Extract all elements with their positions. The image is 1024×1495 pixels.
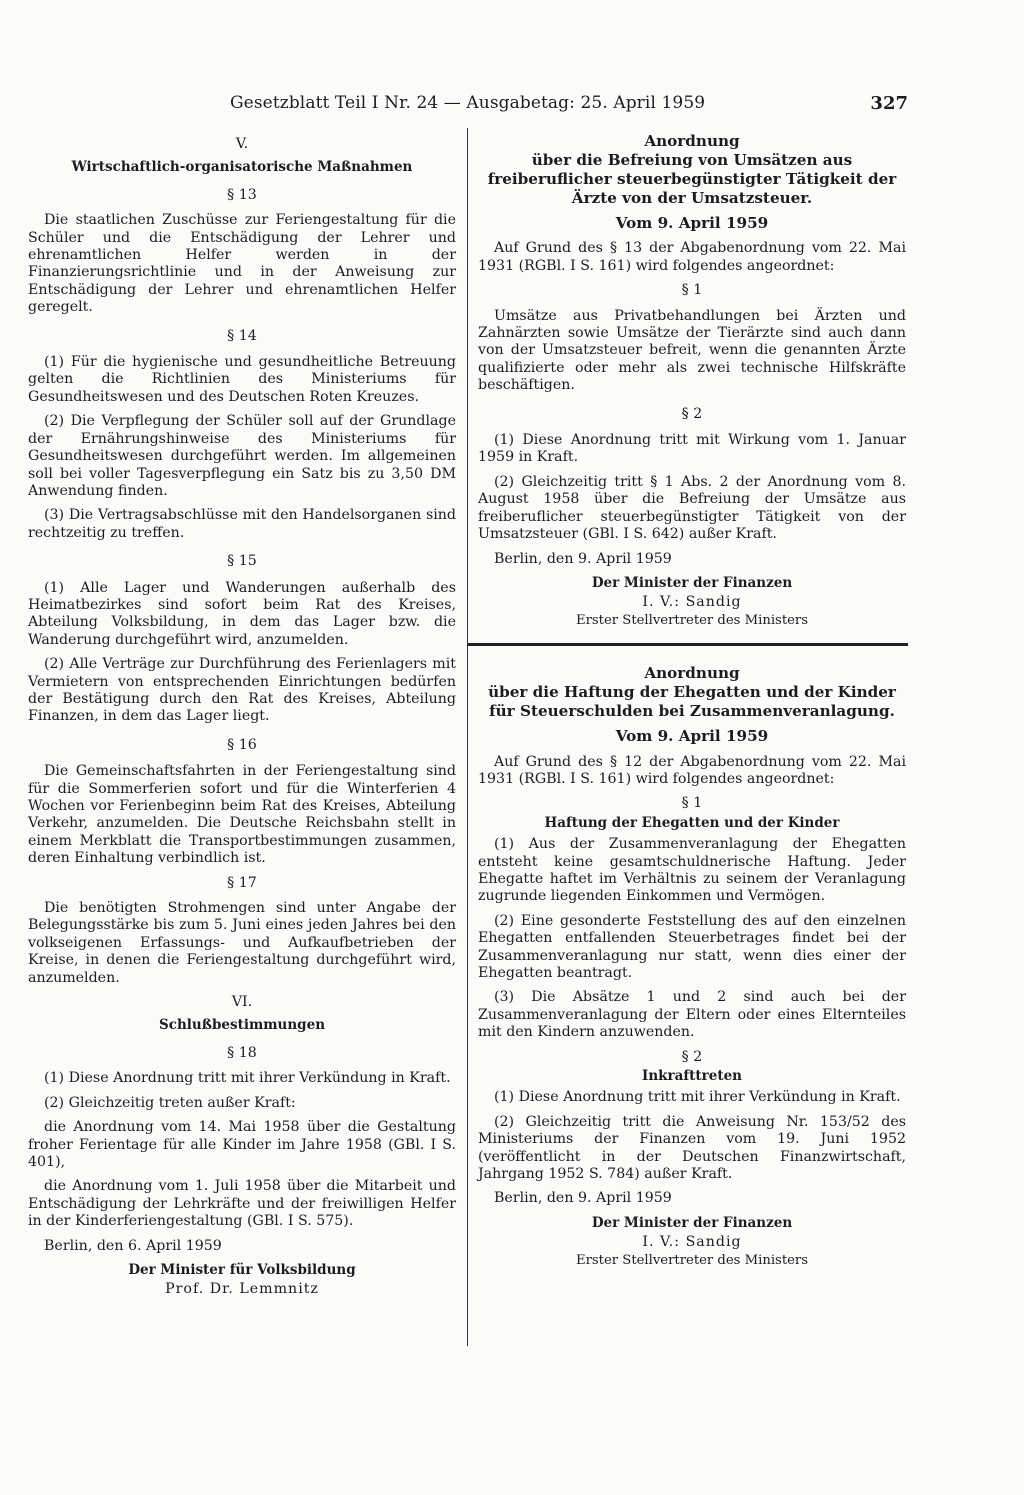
paragraph-text: (1) Für die hygienische und gesundheitliche Betreuung gelten die Richtlinien des Ministeriums für Gesundheitswesen und des Deutschen Roten Kreuzes. [28,354,456,405]
chapter-title: Wirtschaftlich-organisatorische Maßnahmen [71,159,413,176]
signer-role: Erster Stellvertreter des Ministers [575,612,809,628]
paragraph-text: Die Gemeinschaftsfahrten in der Feriengestaltung sind für die Sommerferien sofort und für die Winterferien 4 Wochen vor Ferienbeginn beim Rat des Kreises, Abteilung Verkehr, anzumelden. Die Deutsche Reichsbahn stellt in einem Merkblatt die Transportbestimmungen zusammen, deren Einhaltung verbindlich ist. [28,763,456,867]
place-date: Berlin, den 9. April 1959 [494,1190,672,1207]
paragraph-text: (3) Die Absätze 1 und 2 sind auch bei der Zusammenveranlagung der Eltern oder eines Elternteiles mit den Kindern anzuwenden. [478,989,906,1041]
paragraph-number: § 15 [227,553,257,570]
paragraph-text: (2) Alle Verträge zur Durchführung des Ferienlagers mit Vermietern von entsprechenden Einrichtungen bedürfen der Bestätigung durch den Rat des Kreises, Abteilung Finanzen, in dem das Lager liegt. [28,656,456,725]
paragraph-text: (2) Gleichzeitig tritt die Anweisung Nr. 153/52 des Ministeriums der Finanzen vom 19. Juni 1952 (veröffentlicht in der Deutschen Finanzwirtschaft, Jahrgang 1952 S. 784) außer Kraft. [478,1113,906,1183]
signing-authority: Der Minister der Finanzen [591,574,793,591]
paragraph-number: § 2 [681,1048,703,1065]
ordinance-subtitle: über die Befreiung von Umsätzen aus freiberuflicher steuerbegünstigter Tätigkeit der Ärzte von der Umsatzsteuer. [487,151,897,207]
signer-name: I. V.: Sandig [642,594,742,611]
paragraph-number: § 1 [681,795,703,812]
paragraph-number: § 2 [681,405,703,422]
ordinance-title: Anordnung [644,664,740,683]
paragraph-text: (1) Aus der Zusammenveranlagung der Ehegatten entsteht keine gesamtschuldnerische Haftung. Jeder Ehegatte haftet im Verhältnis zu seinem der Veranlagung zugrunde liegenden Einkommen und Vermögen. [478,836,906,905]
page-header [230,93,908,119]
left-column [28,132,456,1299]
paragraph-title: Haftung der Ehegatten und der Kinder [544,814,840,831]
section-separator [468,643,908,646]
paragraph-title: Inkrafttreten [642,1068,742,1085]
paragraph-number: § 16 [227,736,257,753]
paragraph-text: Die staatlichen Zuschüsse zur Feriengestaltung für die Schüler und die Entschädigung der Lehrer und ehrenamtlichen Helfer werden in der Finanzierungsrichtlinie und in der Anweisung zur Entschädigung der Lehrer und ehrenamtlichen Helfer geregelt. [28,212,456,316]
paragraph-text: (2) Gleichzeitig tritt § 1 Abs. 2 der Anordnung vom 8. August 1958 über die Befreiung der Umsätze aus freiberuflicher steuerbegünstigter Tätigkeit von der Umsatzsteuer (GBl. I S. 642) außer Kraft. [478,473,906,543]
place-date: Berlin, den 6. April 1959 [44,1237,222,1254]
paragraph-text: (1) Diese Anordnung tritt mit Wirkung vom 1. Januar 1959 in Kraft. [478,432,906,466]
right-column [478,132,906,1269]
ordinance-intro: Auf Grund des § 12 der Abgabenordnung vom 22. Mai 1931 (RGBl. I S. 161) wird folgendes angeordnet: [478,753,906,787]
paragraph-number: § 17 [227,874,257,891]
paragraph-text: (3) Die Vertragsabschlüsse mit den Handelsorganen sind rechtzeitig zu treffen. [28,507,456,541]
paragraph-number: § 18 [227,1044,257,1061]
paragraph-text: (1) Diese Anordnung tritt mit ihrer Verkündung in Kraft. [494,1089,901,1106]
ordinance-date: Vom 9. April 1959 [615,214,769,232]
ordinance-date: Vom 9. April 1959 [615,727,769,746]
paragraph-text: (2) Die Verpflegung der Schüler soll auf der Grundlage der Ernährungshinweise des Ministeriums für Gesundheitswesen durchgeführt werden. Im allgemeinen soll bei voller Tagesverpflegung ein Satz bis zu 3,50 DM Anwendung finden. [28,413,456,499]
paragraph-text: Umsätze aus Privatbehandlungen bei Ärzten und Zahnärzten sowie Umsätze der Tierärzte sind auch dann von der Umsatzsteuer befreit, wenn die genannten Ärzte qualifizierte oder mehr als zwei technische Hilfskräfte beschäftigen. [478,307,906,394]
page-number: 327 [870,93,908,114]
place-date: Berlin, den 9. April 1959 [494,550,672,567]
gazette-title: Gesetzblatt Teil I Nr. 24 — Ausgabetag: 25. April 1959 [230,93,706,113]
signing-authority: Der Minister für Volksbildung [128,1261,356,1278]
chapter-title: Schlußbestimmungen [158,1017,326,1034]
paragraph-text: (2) Gleichzeitig treten außer Kraft: [44,1094,296,1111]
paragraph-number: § 13 [227,186,257,203]
paragraph-text: (2) Eine gesonderte Feststellung des auf den einzelnen Ehegatten entfallenden Steuerbetrages findet bei der Zusammenveranlagung nur statt, wenn dies einer der Ehegatten beantragt. [478,912,906,981]
column-divider [467,128,468,1346]
paragraph-number: § 14 [227,327,257,344]
chapter-number: VI. [231,994,253,1011]
paragraph-text: (1) Diese Anordnung tritt mit ihrer Verkündung in Kraft. [44,1070,451,1087]
chapter-number: V. [235,136,249,152]
paragraph-text: (1) Alle Lager und Wanderungen außerhalb des Heimatbezirkes sind sofort beim Rat des Kreises, Abteilung Volksbildung, in dem das Lager bzw. die Wanderung durchgeführt wird, anzumelden. [28,579,456,648]
paragraph-text: die Anordnung vom 14. Mai 1958 über die Gestaltung froher Ferientage für alle Kinder im Jahre 1958 (GBl. I S. 401), [28,1119,456,1170]
ordinance-title: Anordnung [644,132,740,150]
signing-authority: Der Minister der Finanzen [591,1214,793,1231]
ordinance-intro: Auf Grund des § 13 der Abgabenordnung vom 22. Mai 1931 (RGBl. I S. 161) wird folgendes angeordnet: [478,240,906,274]
paragraph-number: § 1 [681,282,703,299]
ordinance-subtitle: über die Haftung der Ehegatten und der Kinder für Steuerschulden bei Zusammenveranlagung. [488,683,896,721]
signer-name: Prof. Dr. Lemmnitz [165,1281,319,1298]
paragraph-text: Die benötigten Strohmengen sind unter Angabe der Belegungsstärke bis zum 5. Juni eines jeden Jahres bei den volkseigenen Erfassungs- und Aufkaufbetrieben der Kreise, in denen die Feriengestaltung durchgeführt wird, anzumelden. [28,900,456,986]
signer-name: I. V.: Sandig [642,1234,742,1251]
signer-role: Erster Stellvertreter des Ministers [575,1252,809,1268]
paragraph-text: die Anordnung vom 1. Juli 1958 über die Mitarbeit und Entschädigung der Lehrkräfte und der freiwilligen Helfer in der Kinderferiengestaltung (GBl. I S. 575). [28,1178,456,1230]
